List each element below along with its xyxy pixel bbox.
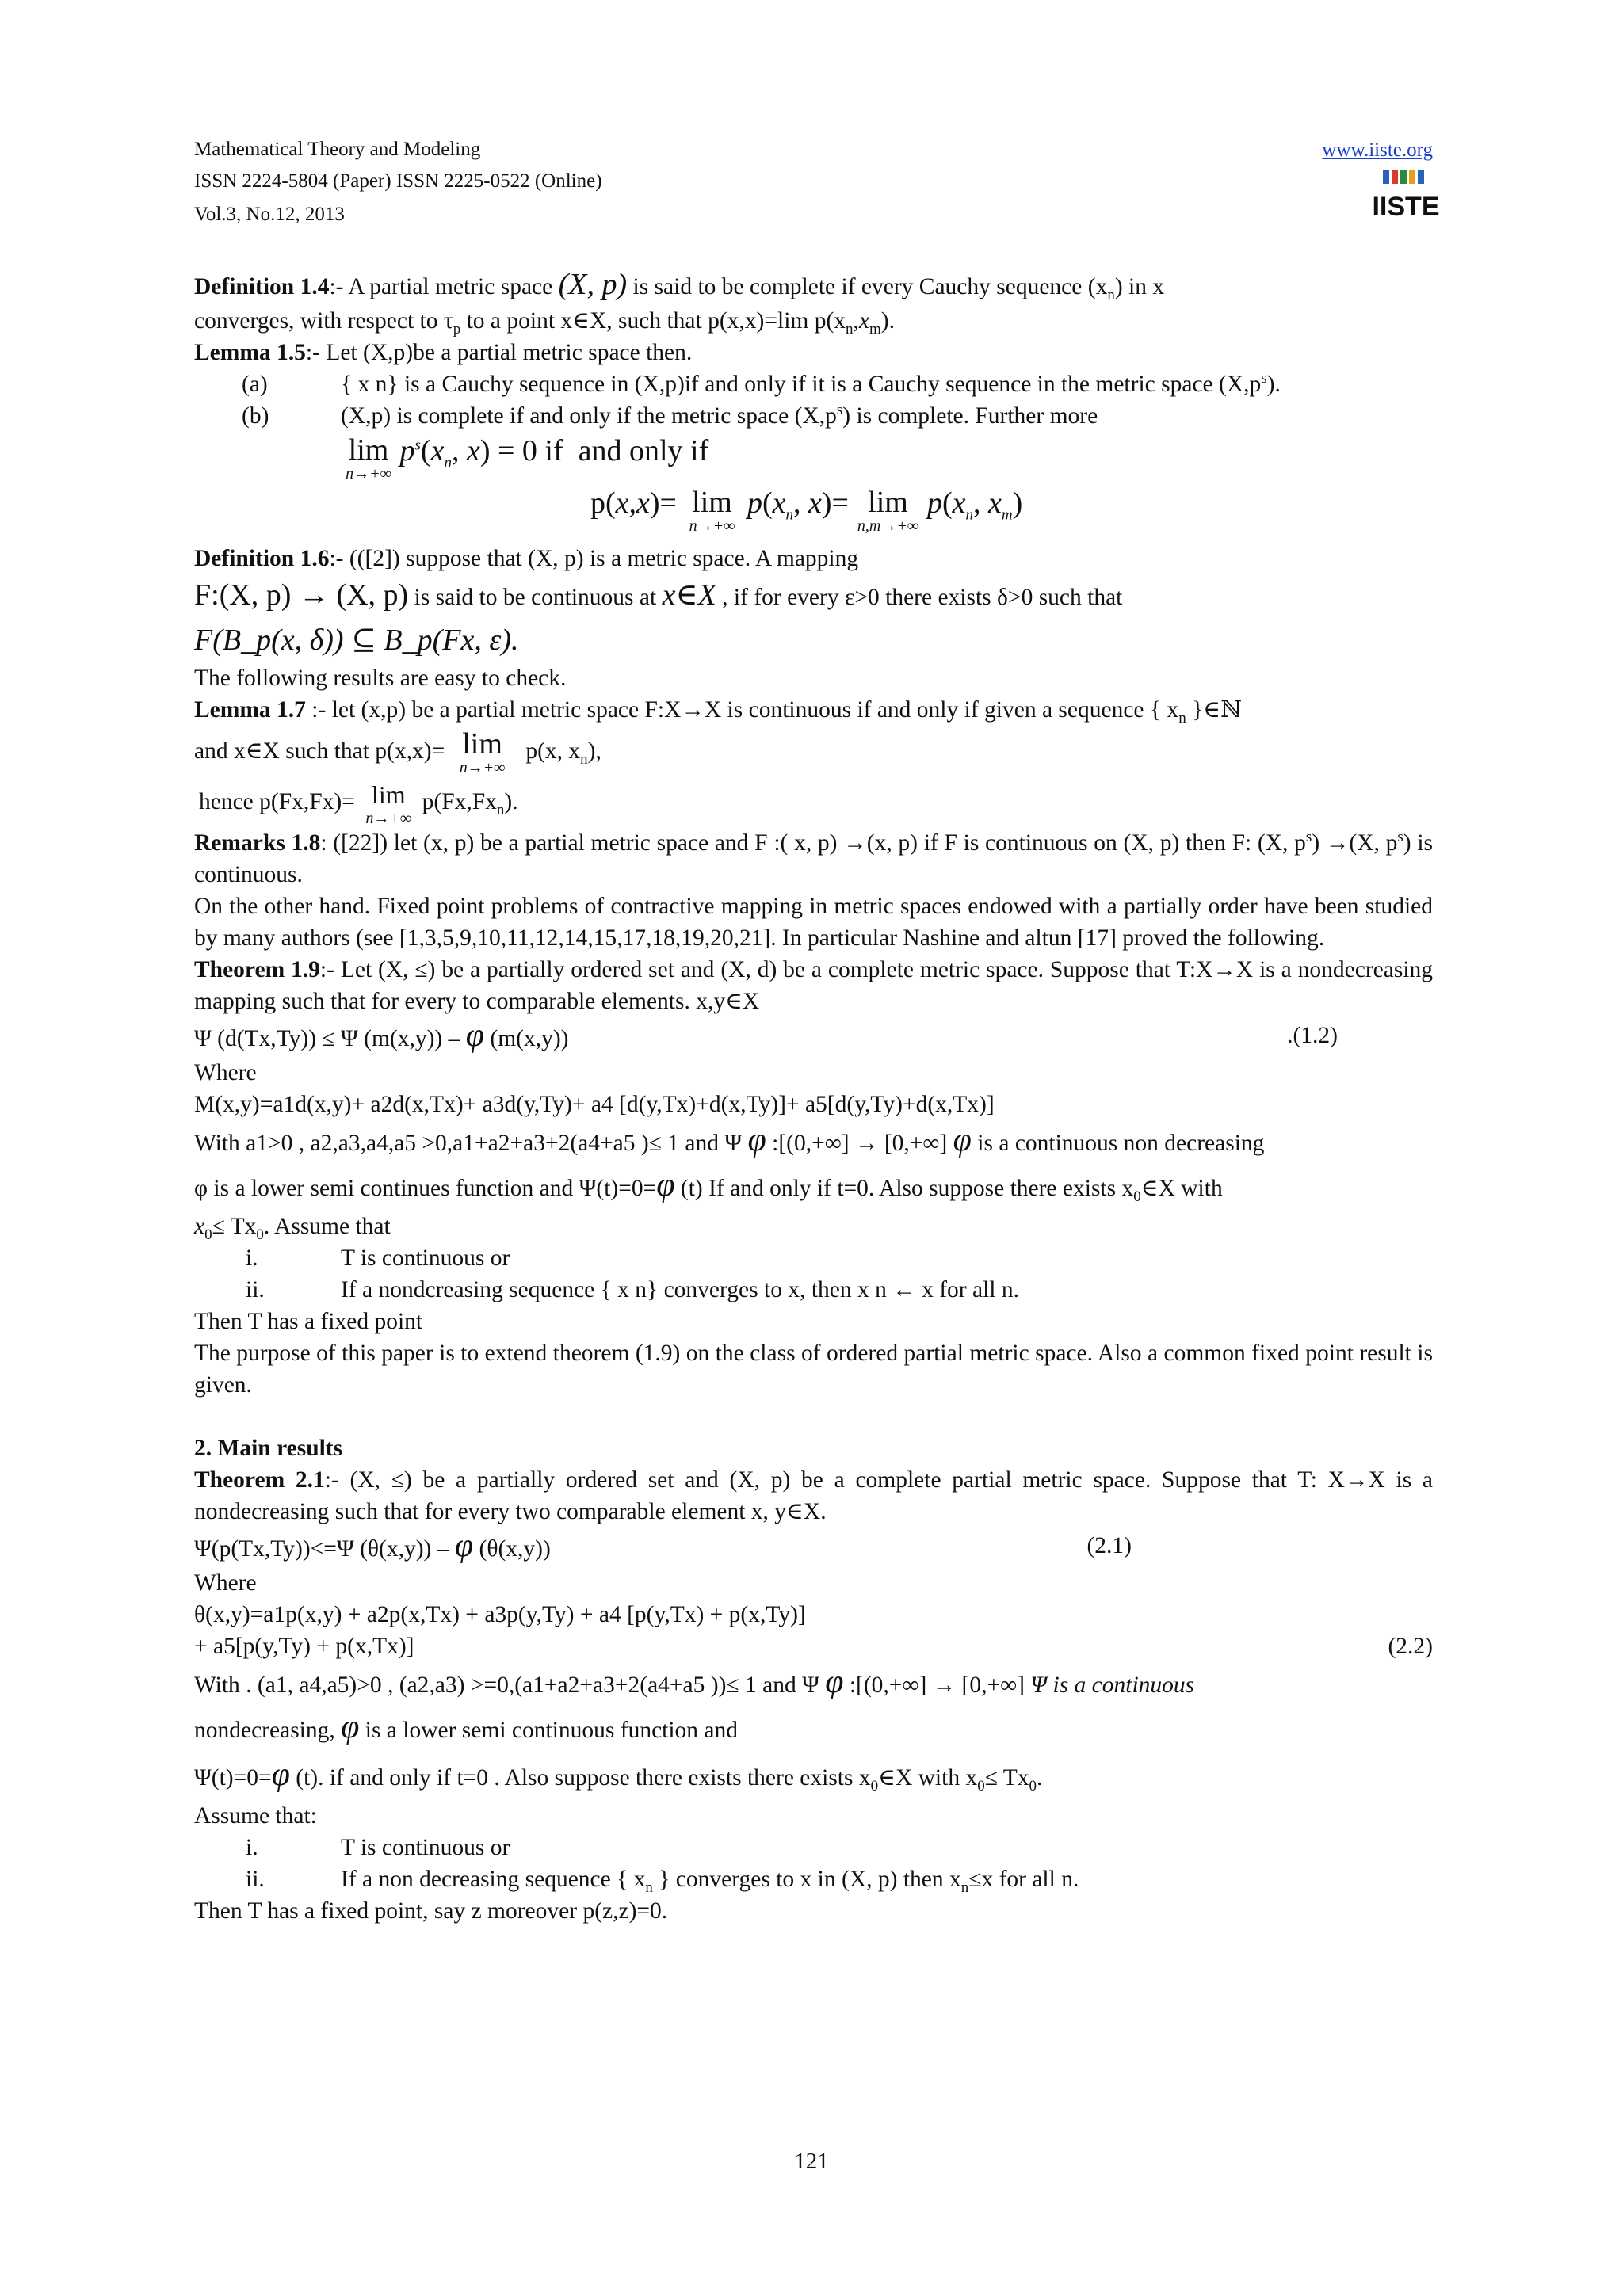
theta-definition: θ(x,y)=a1p(x,y) + a2p(x,Tx) + a3p(y,Ty) + a4 [p(y,Tx) + p(x,Ty)] <box>194 1602 806 1627</box>
lemma-1-7: Lemma 1.7 :- let (x,p) be a partial metric space F:X→X is continuous if and only if given a sequence { $x_n$ }∈ℕ <box>194 697 1243 727</box>
theorem-2-1-psi: Ψ(t)=0=φ (t). if and only if t=0 . Also suppose there exists there exists $x_0\in X$ with $x_0\le Tx_0$. <box>194 1756 1043 1794</box>
condition-i: i. T is continuous or <box>246 1245 510 1271</box>
limit-equation: p(x,x)= lim n→+∞ $p(x_n$, x)= lim n,m→+∞ $p(x_n$, $x_m$) <box>590 486 1023 535</box>
theorem-2-1-nondecreasing: nondecreasing, φ is a lower semi continuous function and <box>194 1709 739 1745</box>
equation-2-1: Ψ(p(Tx,Ty))<=Ψ (θ(x,y)) – φ (θ(x,y)) (2.1) <box>194 1527 1132 1564</box>
remarks-1-8: Remarks 1.8: ([22]) let (x, p) be a partial metric space and F :( x, p) →(x, p) if F is continuous on (X, p) then F: (X, $p^s) \to(X$, $p^s$) is continuous. <box>194 829 1434 887</box>
theorem-1-9-assume: $x_0\le Tx_0$. Assume that <box>194 1214 391 1243</box>
definition-1-4-cont: converges, with respect to $\tau_p$ to a point x∈X, such that p(x,x)=lim $p(x_n,x_m)$. <box>194 308 895 338</box>
m-definition: M(x,y)=a1d(x,y)+ a2d(x,Tx)+ a3d(y,Ty)+ a4 [d(y,Tx)+d(x,Ty)]+ a5[d(y,Ty)+d(x,Tx)] <box>194 1092 995 1117</box>
condition-2-ii: ii. If a non decreasing sequence { $x_n$ } converges to x in (X, p) then $x_n\le x$ for all n. <box>246 1867 1079 1896</box>
definition-1-4: Definition 1.4:- A partial metric space (X, p) is said to be complete if every Cauchy sequence $(x_n)$ in x <box>194 268 1165 303</box>
body-text <box>194 266 1433 1927</box>
theorem-2-1-conditions: With . (a1, a4,a5)>0 , (a2,a3) >=0,(a1+a2+a3+2(a4+a5 ))≤ 1 and Ψ φ :[(0,+∞] → [0,+∞] Ψ is a continuous <box>194 1664 1195 1700</box>
definition-1-6-condition: F(B_p(x, δ)) ⊆ B_p(Fx, ε). <box>194 624 519 657</box>
issn-line: ISSN 2224-5804 (Paper) ISSN 2225-0522 (Online) <box>194 170 602 192</box>
easy-to-check: The following results are easy to check. <box>194 666 567 691</box>
where-label-2: Where <box>194 1570 257 1596</box>
limit-line-1: lim n→+∞ $p^s(x_n$, x) = 0 if and only if <box>346 433 709 482</box>
equation-1-2: Ψ (d(Tx,Ty)) ≤ Ψ (m(x,y)) – φ (m(x,y)) .(1.2) <box>194 1017 1338 1054</box>
journal-title: Mathematical Theory and Modeling <box>194 139 481 160</box>
lemma-1-5-b: (b) (X,p) is complete if and only if the metric space $(X,p^s)$ is complete. Further more <box>242 402 1098 429</box>
fixed-point-conclusion: Then T has a fixed point <box>194 1309 423 1334</box>
theorem-2-1: Theorem 2.1:- (X, ≤) be a partially ordered set and (X, p) be a complete partial metric space. Suppose that T: X→X is a nondecreasing such that for every two comparable element x, y∈X. <box>194 1467 1433 1524</box>
where-label: Where <box>194 1060 257 1085</box>
section-heading: 2. Main results <box>194 1436 343 1461</box>
journal-url-link[interactable]: www.iiste.org <box>1322 139 1433 161</box>
assume-that: Assume that: <box>194 1803 317 1829</box>
definition-1-6: Definition 1.6:- (([2]) suppose that (X, p) is a metric space. A mapping <box>194 546 859 571</box>
lemma-1-7-hence: hence p(Fx,Fx)= lim n→+∞ $p(Fx,Fx_n)$. <box>199 780 518 828</box>
lemma-1-5: Lemma 1.5:- Let (X,p)be a partial metric space then. <box>194 340 693 365</box>
theta-definition-cont: + a5[p(y,Ty) + p(x,Tx)] (2.2) <box>194 1634 1433 1659</box>
lemma-1-7-limit: and x∈X such that p(x,x)= lim n→+∞ p(x, $x_n$), <box>194 727 601 777</box>
logo-text: IISTE <box>1372 192 1440 222</box>
purpose-paragraph: The purpose of this paper is to extend theorem (1.9) on the class of ordered partial metric space. Also a common fixed point result is given. <box>194 1341 1433 1398</box>
iiste-logo <box>1372 168 1440 223</box>
condition-ii: ii. If a nondcreasing sequence { x n} converges to x, then x n ← x for all n. <box>246 1277 1019 1302</box>
phi-symbol: φ <box>465 1017 484 1054</box>
lemma-1-5-a: (a) { x n} is a Cauchy sequence in (X,p)if and only if it is a Cauchy sequence in the metric space $(X,p^s)$. <box>242 370 1281 397</box>
definition-1-6-mapping: F:(X, p) → (X, p) is said to be continuous at x∈X , if for every ε>0 there exists δ>0 such that <box>194 578 1123 612</box>
theorem-1-9-phi: φ is a lower semi continues function and Ψ(t)=0=φ (t) If and only if t=0. Also suppose there exists $x_0\in X$ with <box>194 1167 1223 1205</box>
theorem-1-9-conditions: With a1>0 , a2,a3,a4,a5 >0,a1+a2+a3+2(a4+a5 )≤ 1 and Ψ φ :[(0,+∞] → [0,+∞] φ is a continuous non decreasing <box>194 1122 1265 1158</box>
theorem-1-9: Theorem 1.9:- Let (X, ≤) be a partially ordered set and (X, d) be a complete metric space. Suppose that T:X→X is a nondecreasing mapping such that for every to comparable elements. x,y∈X <box>194 957 1433 1014</box>
fixed-point-conclusion-2: Then T has a fixed point, say z moreover p(z,z)=0. <box>194 1898 668 1924</box>
condition-2-i: i. T is continuous or <box>246 1835 510 1860</box>
page-number: 121 <box>794 2149 829 2174</box>
paragraph-other-hand: On the other hand. Fixed point problems of contractive mapping in metric spaces endowed with a partially order have been studied by many authors (see [1,3,5,9,10,11,12,14,15,17,18,19,20,21]. In particular Nashine and altun [17] proved the following. <box>194 894 1433 951</box>
volume-line: Vol.3, No.12, 2013 <box>194 204 345 225</box>
